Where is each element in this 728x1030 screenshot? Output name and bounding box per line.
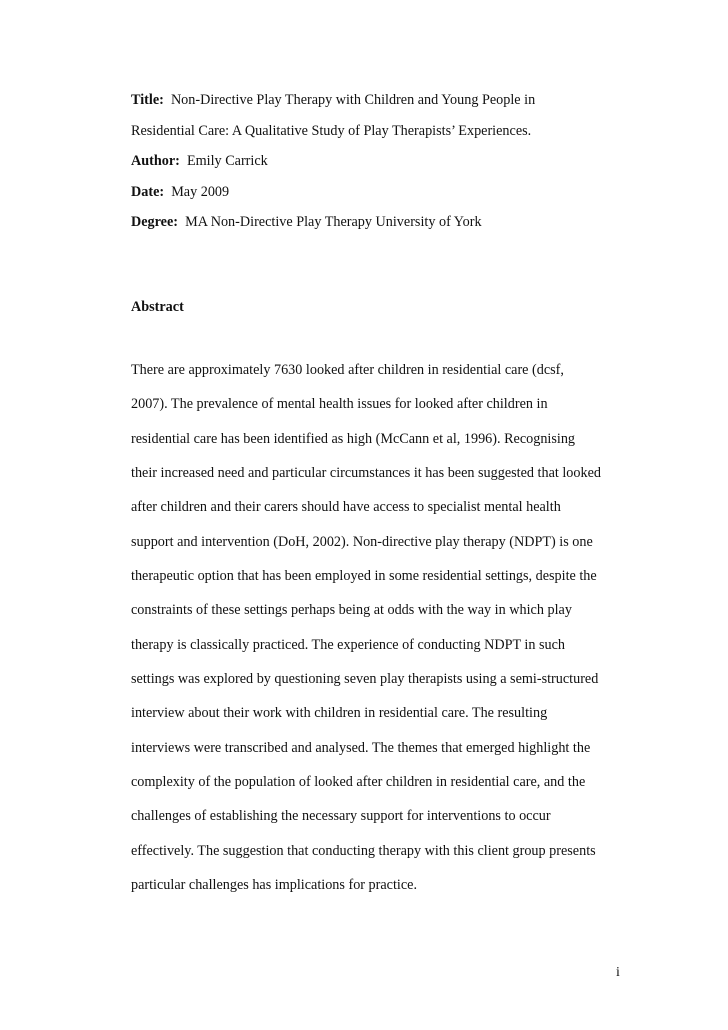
page-number: i — [616, 965, 620, 980]
abstract-line: interview about their work with children in residential care. The resulting — [131, 705, 548, 722]
abstract-line: complexity of the population of looked after children in residential care, and the — [131, 773, 586, 790]
abstract-line: residential care has been identified as high (McCann et al, 1996). Recognising — [131, 430, 576, 447]
date-label: Date: — [131, 183, 165, 200]
abstract-line: settings was explored by questioning seven play therapists using a semi-structured — [131, 670, 599, 687]
abstract-line: effectively. The suggestion that conducting therapy with this client group presents — [131, 842, 596, 859]
title-line-1 — [131, 87, 631, 118]
author-line — [131, 148, 631, 179]
abstract-line: interviews were transcribed and analysed. The themes that emerged highlight the — [131, 739, 591, 756]
abstract-line: particular challenges has implications for practice. — [131, 876, 417, 893]
author-value: Emily Carrick — [186, 153, 268, 169]
abstract-line: their increased need and particular circumstances it has been suggested that looked — [131, 464, 601, 481]
abstract-heading: Abstract — [131, 299, 184, 315]
degree-line — [131, 209, 631, 240]
title-text-1: Non-Directive Play Therapy with Children and Young People in — [170, 92, 536, 108]
title-text-2: Residential Care: A Qualitative Study of Play Therapists’ Experiences. — [131, 122, 532, 139]
thesis-metadata — [131, 87, 631, 240]
degree-value: MA Non-Directive Play Therapy University of York — [185, 214, 482, 230]
abstract-line: constraints of these settings perhaps being at odds with the way in which play — [131, 602, 572, 619]
abstract-line: support and intervention (DoH, 2002). Non-directive play therapy (NDPT) is one — [131, 533, 593, 550]
abstract-body — [131, 357, 631, 906]
abstract-line: 2007). The prevalence of mental health issues for looked after children in — [131, 396, 548, 413]
abstract-line: therapy is classically practiced. The experience of conducting NDPT in such — [131, 636, 566, 653]
date-value: May 2009 — [171, 183, 230, 200]
date-line — [131, 179, 631, 210]
abstract-line: challenges of establishing the necessary support for interventions to occur — [131, 808, 551, 825]
degree-label: Degree: — [131, 214, 178, 230]
abstract-line: therapeutic option that has been employed in some residential settings, despite the — [131, 567, 597, 584]
title-line-2 — [131, 118, 631, 149]
author-label: Author: — [131, 153, 180, 169]
abstract-line: There are approximately 7630 looked after children in residential care (dcsf, — [131, 362, 564, 378]
abstract-line: after children and their carers should have access to specialist mental health — [131, 499, 561, 516]
title-label: Title: — [131, 92, 164, 108]
